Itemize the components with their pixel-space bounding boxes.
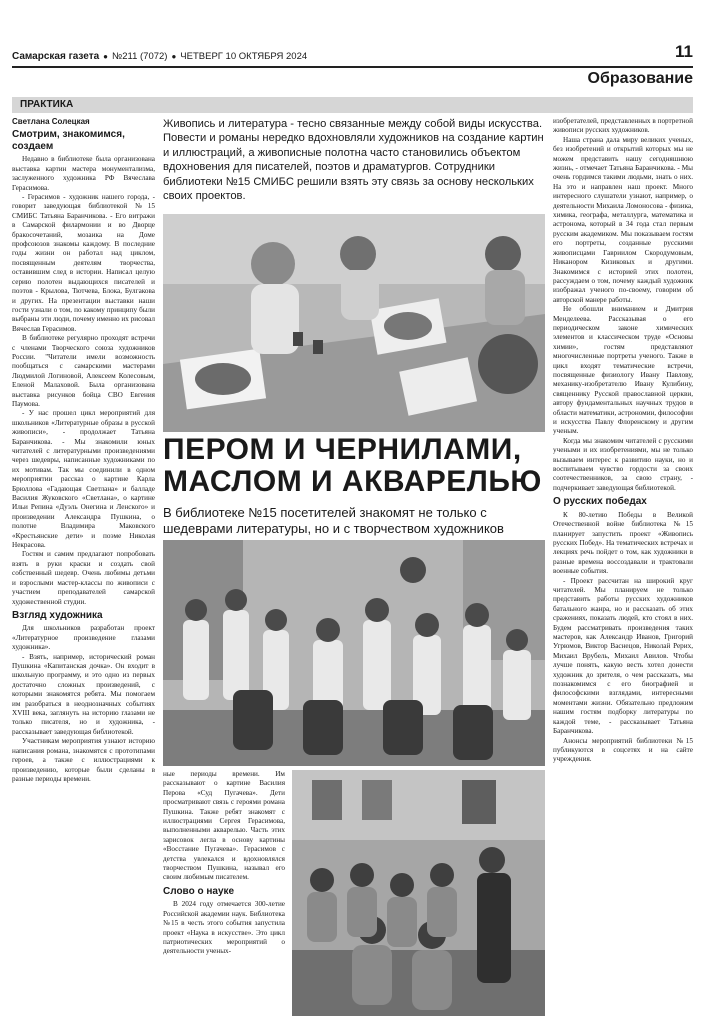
headline-line-1: ПЕРОМ И ЧЕРНИЛАМИ,	[163, 433, 522, 466]
photo-children-painting	[163, 214, 545, 432]
paragraph: ные периоды времени. Им рассказывают о картине Василия Перова «Суд Пугачева». Дети просматривают связь с героями романа Пушкина. Также ребят знакомят с иллюстрациями Сергея Герасимова, выполненными акварелью. Часть этих зарисовок легла в основу картины «Восстание Пугачева». Герасимов с детства увлекался и вдохновлялся творчеством Пушкина, называл его своим любимым писателем.	[163, 770, 285, 882]
paragraph: изобретателей, представленных в портретной живописи русских художников.	[553, 117, 693, 135]
section-title: Образование	[587, 70, 693, 87]
paragraph: Когда мы знакомим читателей с русскими учеными и их изобретениями, мы не только вызываем интерес к развитию науки, но и воспитываем чувство гордости за своих соотечественников, за свою страну, - подчеркивает заведующая библиотекой.	[553, 436, 693, 492]
children-painting-illustration	[163, 214, 545, 432]
children-group-illustration	[163, 540, 545, 766]
issue-number: №211 (7072)	[112, 50, 168, 62]
paragraph: В библиотеке регулярно проходят встречи с членами Творческого союза художников России. "Читатели имели возможность пообщаться с самарскими мастерами Людмилой Логиновой, Алексеем Колесовым, Еленой Малаховой. Была организована выставка рисунков бойца СВО Евгения Паумова.	[12, 334, 155, 408]
paragraph: К 80-летию Победы в Великой Отечественной войне библиотека №15 планирует запустить проект «Живопись русских Побед». На тематических встречах и лекциях речь пойдет о том, как художники в разные времена воссоздавали и трактовали военные события.	[553, 510, 693, 576]
subheading-victories: О русских победах	[553, 496, 647, 508]
rubric-label: ПРАКТИКА	[20, 99, 74, 110]
paragraph: Недавно в библиотеке была организована выставка картин мастера монументализма, заслуженного художника РФ Вячеслава Герасимова.	[12, 155, 155, 192]
paper-name: Самарская газета	[12, 50, 100, 62]
header-rule	[12, 66, 693, 68]
paragraph: Для школьников разработан проект «Литературное произведение глазами художника».	[12, 624, 155, 652]
bullet-icon: ●	[103, 51, 109, 61]
article-headline	[163, 434, 545, 498]
paragraph: Не обошли вниманием и Дмитрия Менделеева. Рассказывая о его периодическом законе химических элементов и классическом труде «Основы химии», гостям представляют многочисленные портреты ученого. Также в цикл входят тематические встречи, посвященные физиологу Ивану Павлову, механику-изобретателю Ивану Кулибину, священнику Русской православной церкви, автору фундаментальных научных трудов в области математики, астрономии, философии и искусства Павлу Флоренскому и другим ученым.	[553, 305, 693, 436]
subheading-science: Слово о науке	[163, 885, 235, 897]
headline-line-2: МАСЛОМ И АКВАРЕЛЬЮ	[163, 465, 542, 498]
paragraph: В 2024 году отмечается 300-летие Российской академии наук. Библиотека №15 в честь этого события запустила проект «Наука в искусстве». Это цикл патриотических мероприятий о деятельности ученых-	[163, 900, 285, 956]
bullet-icon: ●	[171, 51, 177, 61]
masthead	[12, 42, 693, 66]
paragraph: - Проект рассчитан на широкий круг читателей. Мы планируем не только представить работы русских художников батального жанра, но и рассказать об этих сражениях, показать людей, кто стоял в них. Будем рассматривать произведения таких мастеров, как Александр Иванов, Григорий Угрюмов, Виктор Васнецов, Николай Рерих, Михаил Врубель, Михаил Авилов. Чтобы лучше понять, какую весть хотел донести художник до зрителя, о чем рассказать, мы познакомимся с его биографией и философскими взглядами, интересными моментами жизни. Обязательно предложим нашим гостям подборку литературы по каждой теме, - рассказывает Татьяна Баранчикова.	[553, 576, 693, 736]
photo-children-group	[163, 540, 545, 766]
paragraph: Гостям и самим предлагают попробовать взять в руки краски и создать свой собственный шедевр. Очень любимы детьми и взрослыми мастер-классы по живописи с участием преподавателей самарской художественной студии.	[12, 550, 155, 606]
article-subhead: В библиотеке №15 посетителей знакомят не только с шедеврами литературы, но и с творчеством художников	[163, 505, 504, 536]
paragraph: Анонсы мероприятий библиотеки №15 публикуются в соцсетях и на сайте учреждения.	[553, 736, 693, 764]
subheading-2: Взгляд художника	[12, 609, 103, 621]
paragraph: Участникам мероприятия узнают историю написания романа, знакомятся с прототипами героев, а также с иллюстрациями к произведению, которые были сделаны в разные периоды времени.	[12, 737, 155, 783]
issue-date: ЧЕТВЕРГ 10 ОКТЯБРЯ 2024	[180, 50, 308, 62]
subheading-1: Смотрим, знакомимся, создаем	[12, 129, 125, 152]
paragraph: - Герасимов - художник нашего города, - говорит заведующая библиотекой №15 СМИБС Татьяна Баранчикова. - Его витражи в Самарской филармонии и во Дворце бракосочетаний, мозаика на Доме профсоюзов знакомы каждому. В последние годы жизни он работал над циклом, посвященным деятелям творчества, оставившим след в истории. Написал целую серию полотен выдающихся писателей и поэтов - Крылова, Тютчева, Блока, Булгакова и других. На презентации выставки наши гости узнали о том, по какому принципу были выбраны эти люди, почему именно их рисовал Вячеслав Герасимов.	[12, 193, 155, 333]
paragraph: Наша страна дала миру великих ученых, без изобретений и открытий которых мы не можем представить нашу сегодняшнюю жизнь, - отмечает Татьяна Баранчикова. - Мы очень гордимся такими людьми, знать о них. На это и направлен наш проект. Много интересного слушатели узнают, например, о деятельности Михаила Ломоносова - физика, химика, географа, металлурга, математика и астронома, который в 34 года стал первым русским академиком. Мы показываем гостям его портреты, созданные русскими живописцами Гавриилом Скородумовым, Никанором Кизиковых и другими. Знакомимся с историей этих полотен, рассуждаем о том, почему каждый художник изображал ученого по-своему, говорим об авторской манере работы.	[553, 135, 693, 304]
article-author: Светлана Солецкая	[12, 117, 90, 126]
column-2	[163, 770, 285, 1020]
page-number: 11	[675, 42, 693, 61]
column-3	[553, 117, 693, 1017]
rubric-bar	[12, 97, 693, 113]
column-1	[12, 117, 155, 1017]
paragraph: - У нас прошел цикл мероприятий для школьников «Литературные образы в русской живописи», - продолжает Татьяна Баранчикова. - Мы знакомили юных читателей с литературными произведениями через шедевры, написанные художниками по их мотивам. Так мы соединили в одном мероприятии рассказ о картине Карла Брюллова «Гадающая Светлана» и балладе Василия Жуковского «Светлана», о картине Ильи Репина «Дуэль Онегина и Ленского» и произведении Александра Пушкина, о полотне Владимира Маковского «Крестьянские дети» и поэме Николая Некрасова.	[12, 409, 155, 550]
library-audience-illustration	[292, 770, 545, 1016]
photo-library-audience	[292, 770, 545, 1016]
article-lead: Живопись и литература - тесно связанные между собой виды искусства. Повести и романы нередко вдохновляли художников на создание картин и иллюстраций, а живописные полотна часто становились объектом вдохновения для писателей, поэтов и драматургов. Сотрудники библиотеки №15 СМИБС решили взять эту связь за основу нескольких своих проектов.	[163, 118, 544, 203]
paragraph: - Взять, например, исторический роман Пушкина «Капитанская дочка». Он входит в школьную программу, и это одно из первых достаточно сложных произведений, с которыми знакомятся ребята. Мы помогаем им разобраться в неоднозначных событиях XVIII века, заглянуть на историю глазами не только писателя, но и художника, - рассказывает заведующая библиотекой.	[12, 652, 155, 736]
